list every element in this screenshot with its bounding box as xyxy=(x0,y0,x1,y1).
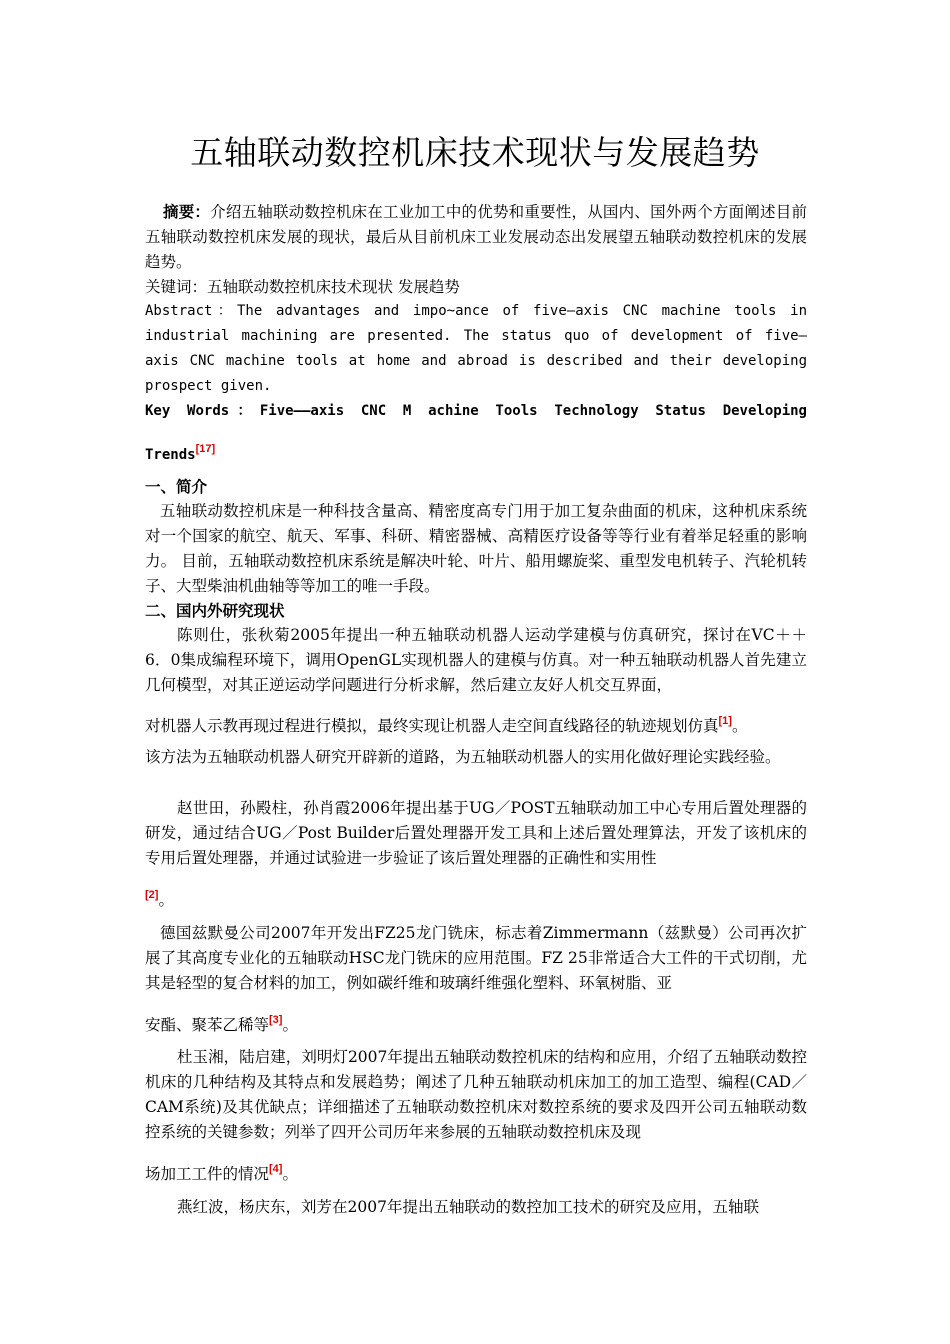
paragraph-1-tail: 该方法为五轴联动机器人研究开辟新的道路，为五轴联动机器人的实用化做好理论实践经验。 xyxy=(145,748,781,766)
paragraph-2-end: 。 xyxy=(158,891,174,909)
reference-marker: [17] xyxy=(195,443,216,455)
section-intro xyxy=(145,474,807,599)
abstract-en-line: prospect given. xyxy=(145,378,272,394)
paragraph-1-end: 。 xyxy=(731,717,748,735)
paragraph-1-continued xyxy=(145,706,807,770)
paragraph-2 xyxy=(145,796,807,913)
keywords-en-trends: Trends xyxy=(145,447,196,463)
paragraph-1-text: 对机器人示教再现过程进行模拟，最终实现让机器人走空间直线路径的轨迹规划仿真 xyxy=(145,717,719,735)
section-heading: 一、简介 xyxy=(145,477,208,496)
reference-marker: [3] xyxy=(269,1014,283,1026)
paragraph-5 xyxy=(145,1195,807,1220)
abstract-en-line: axis CNC machine tools at home and abroad is described and their developing xyxy=(145,353,807,369)
abstract-en-line: Abstract：The advantages and impo~ance of five—axis CNC machine tools in xyxy=(145,303,807,319)
reference-marker: [1] xyxy=(718,715,732,727)
paragraph-3-end: 。 xyxy=(282,1016,298,1034)
paragraph-3-text: 德国兹默曼公司2007年开发出FZ25龙门铣床，标志着Zimmermann（兹默曼）公司再次扩展了其高度专业化的五轴联动HSC龙门铣床的应用范围。FZ 25非常适合大工件的干式切削，尤其是轻型的复合材料的加工，例如碳纤维和玻璃纤维强化塑料、环氧树脂、亚 xyxy=(145,924,807,992)
abstract-cn xyxy=(145,199,807,300)
section-heading: 二、国内外研究现状 xyxy=(145,601,285,620)
paragraph-2-text: 赵世田，孙殿柱，孙肖霞2006年提出基于UG／POST五轴联动加工中心专用后置处理器的研发，通过结合UG／Post Builder后置处理器开发工具和上述后置处理算法，开发了该机床的专用后置处理器，并通过试验进一步验证了该后置处理器的正确性和实用性 xyxy=(145,799,807,867)
section-research-status xyxy=(145,598,807,698)
keywords-cn: 关键词：五轴联动数控机床技术现状 发展趋势 xyxy=(145,278,460,296)
abstract-cn-text: 介绍五轴联动数控机床在工业加工中的优势和重要性，从国内、国外两个方面阐述目前五轴联动数控机床发展的现状，最后从目前机床工业发展动态出发展望五轴联动数控机床的发展趋势。 xyxy=(145,203,807,271)
page-title: 五轴联动数控机床技术现状与发展趋势 xyxy=(190,133,760,172)
paragraph-3-tail: 安酯、聚苯乙稀等 xyxy=(145,1016,270,1034)
keywords-en xyxy=(145,399,807,468)
paragraph-4-tail: 场加工工件的情况 xyxy=(145,1165,270,1183)
reference-marker: [4] xyxy=(269,1163,283,1175)
paragraph-3 xyxy=(145,921,807,1038)
paragraph-1: 陈则仕，张秋菊2005年提出一种五轴联动机器人运动学建模与仿真研究，探讨在VC＋＋6．0集成编程环境下，调用OpenGL实现机器人的建模与仿真。对一种五轴联动机器人首先建立几何模型，对其正逆运动学问题进行分析求解，然后建立友好人机交互界面， xyxy=(145,626,807,694)
intro-paragraph: 五轴联动数控机床是一种科技含量高、精密度高专门用于加工复杂曲面的机床，这种机床系统对一个国家的航空、航天、军事、科研、精密器械、高精医疗设备等等行业有着举足轻重的影响力。 目前，五轴联动数控机床系统是解决叶轮、叶片、船用螺旋桨、重型发电机转子、汽轮机转子、大型柴油机曲轴等等加工的唯一手段。 xyxy=(145,502,807,595)
paragraph-4 xyxy=(145,1045,807,1187)
abstract-cn-label: 摘要： xyxy=(163,202,211,221)
keywords-en-line: Key Words：Five——axis CNC M achine Tools Technology Status Developing xyxy=(145,403,807,419)
paragraph-4-text: 杜玉湘，陆启建，刘明灯2007年提出五轴联动数控机床的结构和应用，介绍了五轴联动数控机床的几种结构及其特点和发展趋势；阐述了几种五轴联动机床加工的加工造型、编程(CAD／CAM系统)及其优缺点；详细描述了五轴联动数控机床对数控系统的要求及四开公司五轴联动数控系统的关键参数；列举了四开公司历年来参展的五轴联动数控机床及现 xyxy=(145,1048,807,1141)
reference-marker: [2] xyxy=(145,889,159,901)
abstract-en xyxy=(145,299,807,399)
paragraph-5-text: 燕红波，杨庆东，刘芳在2007年提出五轴联动的数控加工技术的研究及应用，五轴联 xyxy=(177,1198,759,1216)
paragraph-4-end: 。 xyxy=(282,1165,298,1183)
abstract-en-line: industrial machining are presented. The status quo of development of five— xyxy=(145,328,807,344)
